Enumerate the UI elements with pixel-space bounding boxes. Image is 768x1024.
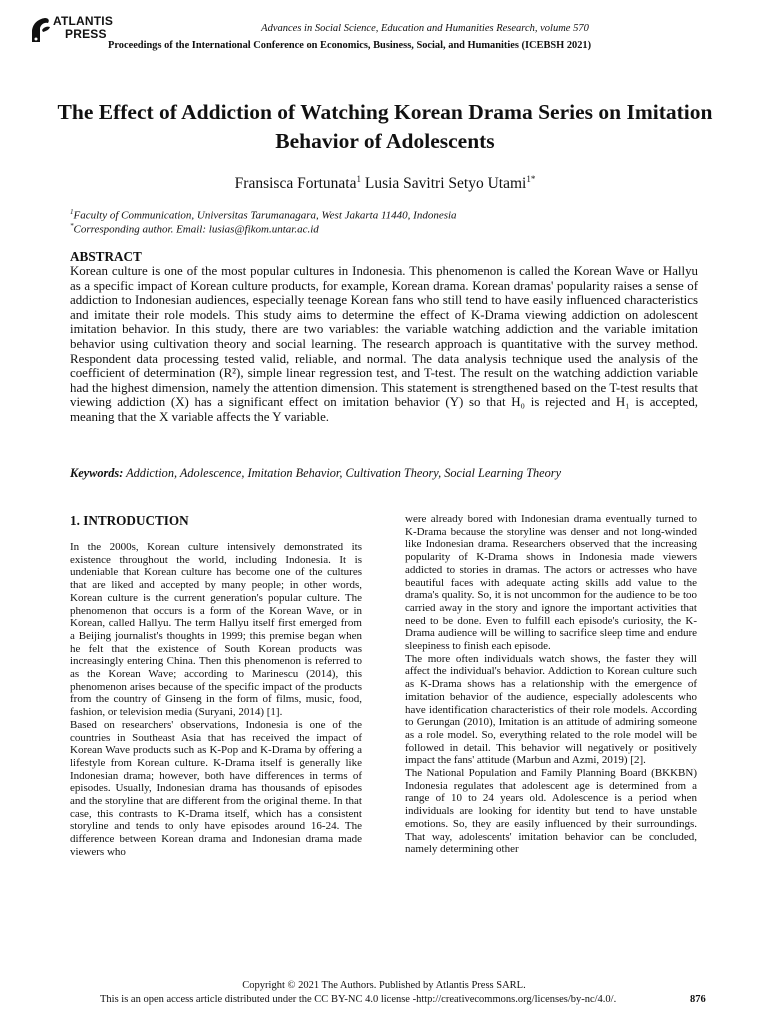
affil-mark: *: [70, 222, 74, 230]
abstract-heading: ABSTRACT: [70, 249, 142, 264]
paragraph: The National Population and Family Planning Board (BKKBN) Indonesia regulates that adolescent age is determined from a range of 10 to 24 years old. Adolescence is a period when individuals are looking for identity but tend to have unstable emotions. So, they are easily influenced by their surroundings. That way, adolescents' imitation behavior can be concluded, namely determining other: [405, 767, 697, 856]
page-number: 876: [690, 994, 706, 1005]
affil-text: Faculty of Communication, Universitas Tarumanagara, West Jakarta 11440, Indonesia: [73, 209, 457, 222]
paragraph: The more often individuals watch shows, the faster they will affect the individual's behavior. Addiction to Korean culture such as K-Drama shows has a relationship with the emergence of imitation behavior of the audience, especially adolescents who have identification characteristics of their role models. According to Gerungan (2010), Imitation is an attitude of admiring someone as a role model. So, everything related to the role model will be followed in detail. This behavior will negatively or positively impact the fans' attitude (Marbun and Azmi, 2019) [2].: [405, 652, 697, 767]
logo-line1: ATLANTIS: [53, 14, 114, 28]
keywords-label: Keywords:: [70, 466, 124, 480]
affil-mark: 1: [70, 208, 74, 216]
author-affil-mark: 1*: [526, 174, 536, 184]
proceedings-header: Proceedings of the International Conference on Economics, Business, Social, and Humanities (ICEBSH 2021): [108, 40, 592, 51]
keywords-text: Addiction, Adolescence, Imitation Behavior, Cultivation Theory, Social Learning Theory: [123, 466, 562, 480]
logo-line2: PRESS: [65, 27, 107, 41]
abstract-body: Korean culture is one of the most popular cultures in Indonesia. This phenomenon is called the Korean Wave or Hallyu as a specific impact of Korean culture products, for example, Korean drama. Korean dramas' popularity raises a sense of addiction to Indonesian audiences, especially teenage Korean fans who still tend to have easily influenced characteristics and imitate their role models. This study aims to determine the effect of K-Drama viewing addiction on adolescent imitation behavior. In this study, there are two variables: the variable watching addiction and the variable imitation behavior using cultivation theory and social learning. The research approach is quantitative with the survey method. Respondent data processing tested valid, reliable, and normal. The data analysis technique used the analysis of the coefficient of determination (R²), simple linear regression test, and T-test. The result on the watching addiction variable had the highest dimension, namely the attention dimension. This statement is strengthened based on the T-test results that viewing addiction (X) has a significant effect on imitation behavior (Y) so that H₀ is rejected and H₁ is accepted, meaning that the X variable affects the Y variable.: [70, 264, 698, 424]
author-list: [40, 174, 730, 193]
atlantis-logo-icon: [28, 16, 52, 44]
paper-title: The Effect of Addiction of Watching Korean Drama Series on Imitation Behavior of Adolescents: [57, 100, 713, 153]
copyright-notice: Copyright © 2021 The Authors. Published by Atlantis Press SARL.: [242, 980, 526, 991]
paragraph: were already bored with Indonesian drama eventually turned to K-Drama because the storyline was denser and not long-winded like Indonesian drama. Researchers observed that the increasing popularity of K-Drama shows in Indonesia made viewers addicted to stories in dramas. The actors or actresses who have beautiful faces with adequate acting skills add value to the drama's quality. So, it is not uncommon for the audience to be too carried away in the story and ignore the important activities that need to be done. Even to fulfill each episode's curiosity, the K-Drama audience will be willing to sacrifice sleep time and endure sleepiness to finish each episode.: [405, 513, 697, 653]
section-heading: 1. INTRODUCTION: [70, 513, 189, 528]
author-name: Fransisca Fortunata: [234, 175, 357, 193]
journal-header: Advances in Social Science, Education and Humanities Research, volume 570: [261, 23, 589, 34]
paragraph: In the 2000s, Korean culture intensively demonstrated its existence throughout the world, including Indonesia. It is undeniable that Korean culture has become one of the cultures that are liked and accepted by many people; in other words, Korean culture is the current generation's popular culture. The phenomenon that occurs is a form of the Korean Wave, or in Korean, called Hallyu. The term Hallyu itself first emerged from a Beijing journalist's thoughts in 1999; this premise began when he felt that the existence of South Korean products was increasingly entering China. Then this phenomenon is referred to as the Korean Wave; according to Marinescu (2014), this phenomenon arises because of the specific impact of the products from the country of Ginseng in the form of films, music, food, fashion, or television media (Suryani, 2014) [1].: [70, 541, 362, 719]
license-notice: This is an open access article distributed under the CC BY-NC 4.0 license -http://creativecommons.org/licenses/by-nc/4.0/.: [100, 994, 617, 1005]
left-column: [70, 541, 362, 859]
affiliation: [70, 208, 710, 222]
paragraph: Based on researchers' observations, Indonesia is one of the countries in Southeast Asia that has received the impact of Korean Wave products such as K-Pop and K-Drama by offering a lifestyle from Korean culture. K-Drama itself is generally like Indonesian drama; however, both have differences in terms of episodes. Usually, Indonesian drama has thousands of episodes and the storyline that are different from the original theme. In that case, this contrasts to K-Drama itself, which has a consistent storyline and tends to only have episodes around 16-24. The difference between Korean drama and Indonesian drama made viewers who: [70, 718, 362, 858]
author-name: Lusia Savitri Setyo Utami: [364, 175, 527, 193]
keywords: [70, 466, 710, 481]
corresponding-text: Corresponding author. Email: lusias@fikom.untar.ac.id: [73, 223, 319, 236]
author-affil-mark: 1: [356, 174, 361, 184]
right-column: [405, 513, 697, 856]
corresponding-author: [70, 222, 710, 236]
